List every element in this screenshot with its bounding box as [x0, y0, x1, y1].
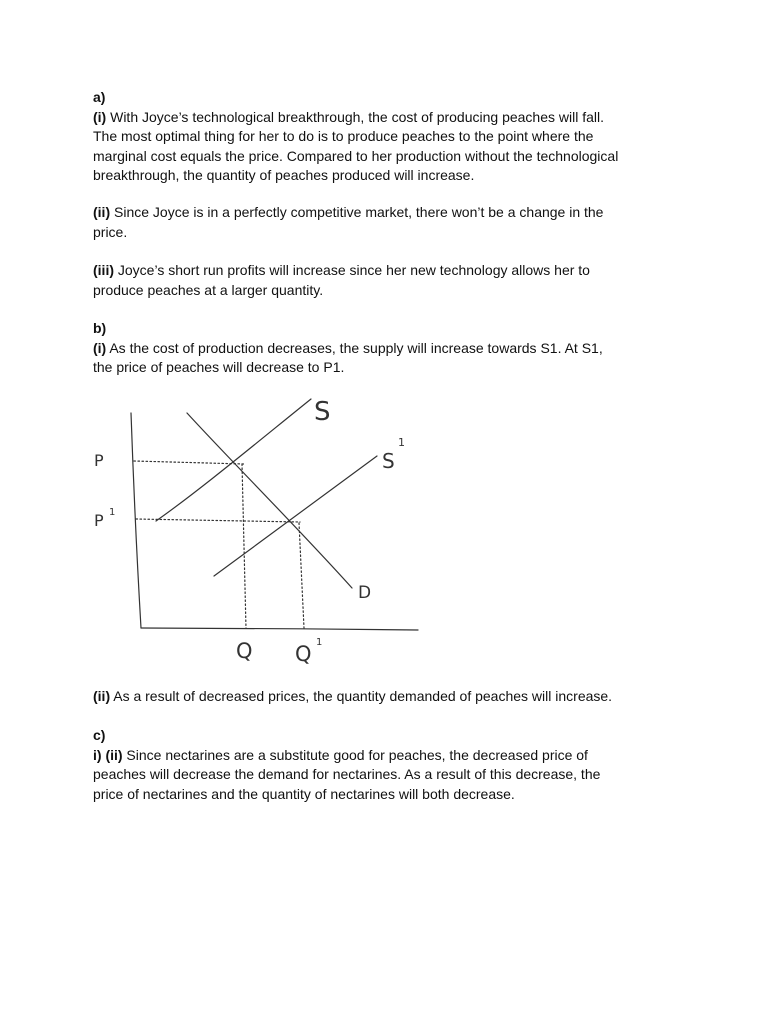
sketch-label-s1-sup: 1 — [398, 436, 405, 449]
part-b-ii-line-1 — [93, 687, 693, 707]
part-a-i-line-2: The most optimal thing for her to do is to produce peaches to the point where the — [93, 128, 594, 144]
part-a-ii-line-2: price. — [93, 223, 128, 240]
sketch-label-p1-sup: 1 — [109, 507, 116, 518]
part-a-i-label: (i) — [93, 108, 107, 125]
part-b-heading: b) — [93, 320, 107, 336]
sketch-guide-p1 — [136, 519, 300, 522]
sketch-x-axis — [141, 628, 418, 630]
part-c-ii-line-1 — [93, 746, 693, 766]
sketch-label-q: Q — [236, 639, 253, 663]
sketch-label-q1-sup: 1 — [316, 637, 323, 648]
sketch-label-q1: Q — [295, 642, 312, 666]
part-b-i-label: (i) — [93, 339, 107, 356]
sketch-label-s1: S — [382, 449, 395, 473]
sketch-label-p1: P — [94, 511, 104, 530]
part-b-i-line-2: the price of peaches will decrease to P1. — [93, 359, 345, 375]
part-b-ii — [93, 687, 693, 707]
sketch-y-axis — [131, 413, 141, 628]
part-c-ii-line-3: price of nectarines and the quantity of nectarines will both decrease. — [93, 785, 515, 802]
part-c — [93, 726, 693, 804]
part-c-ii-label: i) (ii) — [93, 746, 123, 763]
part-c-ii-line-2: peaches will decrease the demand for nectarines. As a result of this decrease, the — [93, 766, 601, 782]
sketch-guide-p — [134, 461, 244, 464]
sketch-demand-line-d — [187, 413, 352, 588]
part-c-heading: c) — [93, 727, 106, 743]
part-b-i-text-1: As the cost of production decreases, the supply will increase towards S1. At S1, — [106, 339, 603, 356]
part-a-i-line-3: marginal cost equals the price. Compared to her production without the technological — [93, 147, 619, 164]
part-a-iii-text-1: Joyce’s short run profits will increase since her new technology allows her to — [114, 262, 590, 278]
sketch-supply-line-s1 — [214, 456, 377, 576]
sketch-label-p: P — [94, 451, 104, 470]
sketch-guide-q1 — [299, 523, 304, 628]
part-a-i-line-4: breakthrough, the quantity of peaches produced will increase. — [93, 167, 475, 183]
part-a-ii-label: (ii) — [93, 204, 111, 220]
part-a-ii-text-1: Since Joyce is in a perfectly competitive market, there won’t be a change in the — [110, 204, 604, 220]
part-b-ii-label: (ii) — [93, 688, 111, 704]
part-b-ii-text-1: As a result of decreased prices, the quantity demanded of peaches will increase. — [110, 688, 613, 704]
part-a-i-text-1: With Joyce’s technological breakthrough, the cost of producing peaches will fall. — [106, 108, 605, 125]
sketch-label-s: S — [314, 397, 331, 427]
sketch-label-d: D — [358, 583, 372, 603]
part-a-heading: a) — [93, 89, 106, 105]
sketch-guide-q — [242, 464, 246, 628]
part-c-ii-text-1: Since nectarines are a substitute good for peaches, the decreased price of — [122, 746, 588, 763]
part-a-iii-line-2: produce peaches at a larger quantity. — [93, 281, 324, 298]
sketch-supply-line-s — [156, 399, 311, 521]
part-a-iii-label: (iii) — [93, 262, 114, 278]
